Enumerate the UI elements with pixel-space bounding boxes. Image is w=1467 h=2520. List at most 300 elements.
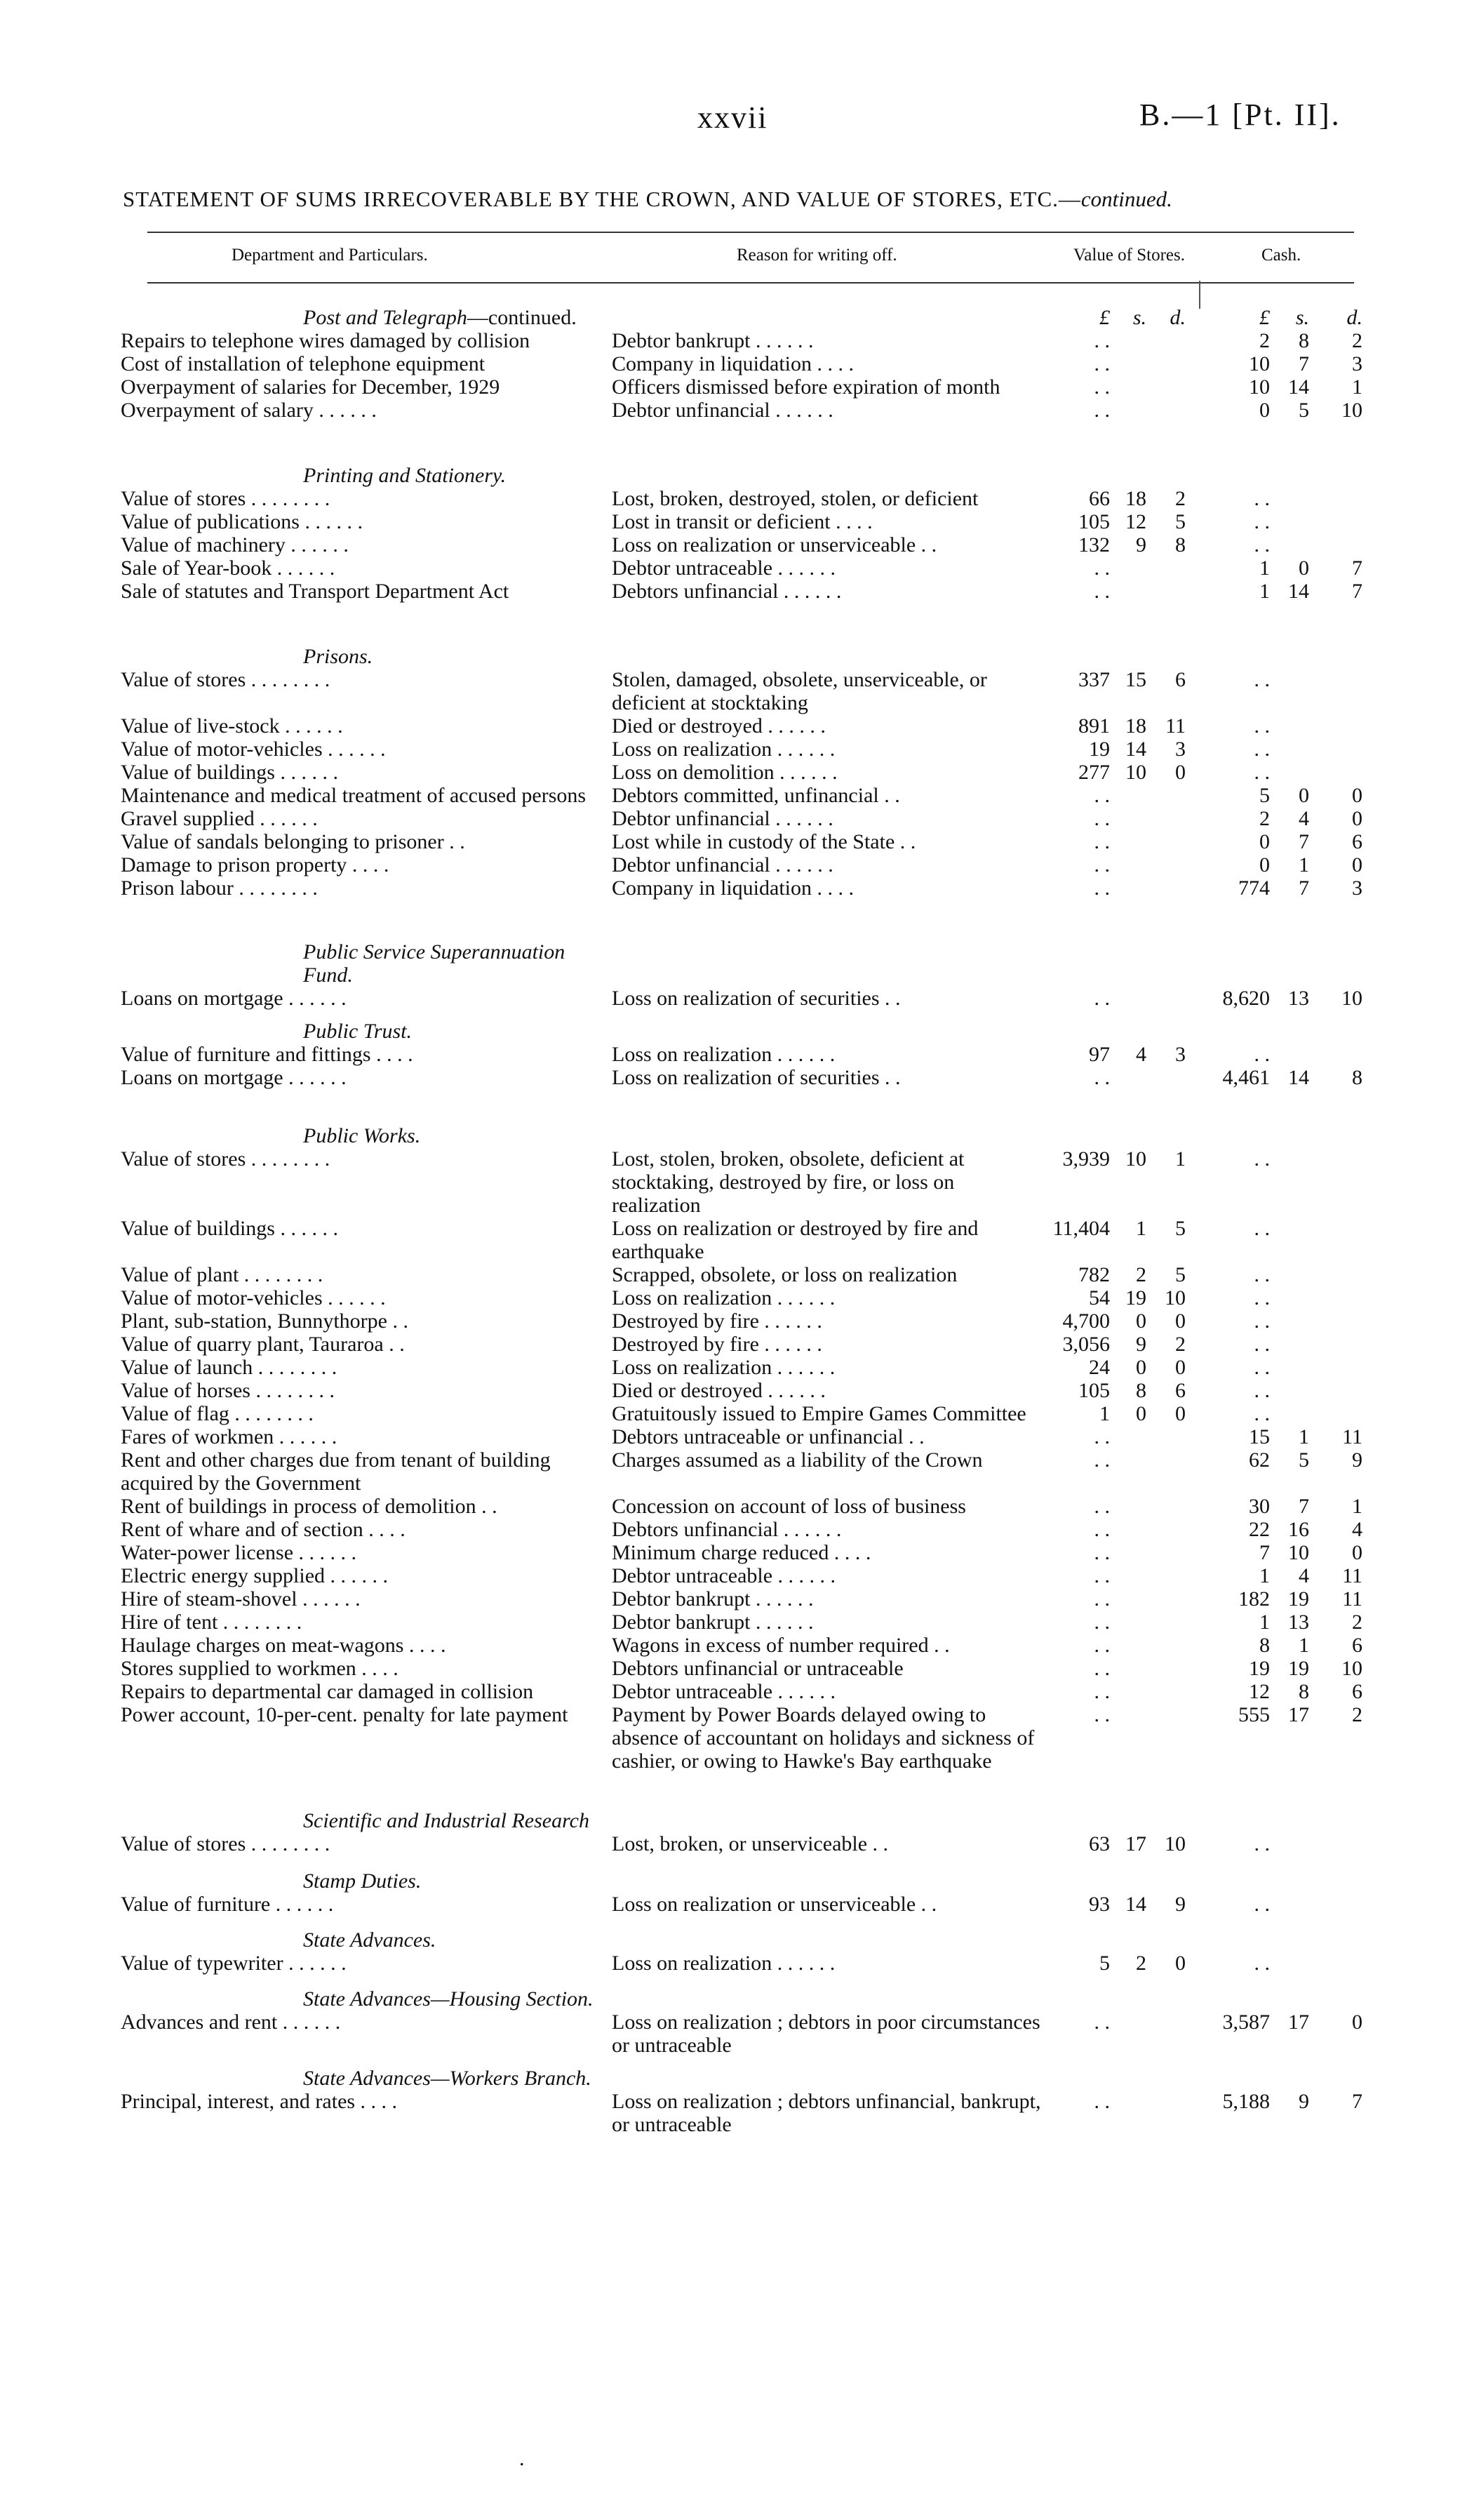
stores-pounds-cell: . . xyxy=(1094,580,1110,603)
reason-cell: Loss on realization . . . . . . xyxy=(612,1043,836,1066)
section-title: Stamp Duties. xyxy=(303,1869,422,1893)
stores-shillings-cell xyxy=(1110,1587,1146,1611)
stores-pence-cell xyxy=(1146,1634,1186,1657)
reason-cell: Charges assumed as a liability of the Crown xyxy=(612,1448,983,1472)
stores-pounds-cell: . . xyxy=(1094,784,1110,807)
stores-pence-cell xyxy=(1146,1703,1186,1773)
reason-cell: Loss on realization or unserviceable . . xyxy=(612,533,937,556)
footer-mark: . xyxy=(519,2447,525,2470)
table-row xyxy=(121,329,1362,352)
cash-shillings-cell: 14 xyxy=(1288,580,1309,603)
stores-pence-cell: 5 xyxy=(1175,1217,1186,1240)
stores-pounds-cell: 63 xyxy=(1089,1832,1110,1855)
cash-pounds-cell: 4,461 xyxy=(1222,1066,1270,1089)
heading-spacer xyxy=(1045,940,1362,987)
section-spacer xyxy=(121,1916,1362,1928)
stores-pence-cell: 2 xyxy=(1175,487,1186,510)
cash-pence-cell: 1 xyxy=(1352,375,1362,399)
cash-pounds-cell: 0 xyxy=(1259,853,1270,876)
table-row xyxy=(121,1634,1362,1657)
table-row xyxy=(121,853,1362,876)
stores-pence-cell xyxy=(1146,876,1186,900)
table-row xyxy=(121,668,1362,714)
cash-pounds-cell: . . xyxy=(1254,1356,1270,1379)
reason-cell: Debtor bankrupt . . . . . . xyxy=(612,329,814,352)
stores-shillings-cell xyxy=(1110,1448,1146,1495)
spacer-cell xyxy=(121,900,1362,940)
cash-pence-cell xyxy=(1309,1832,1362,1855)
table-row xyxy=(121,1425,1362,1448)
spacer-cell xyxy=(121,1089,1362,1124)
table-row xyxy=(121,399,1362,422)
stores-pounds-cell: . . xyxy=(1094,1703,1110,1726)
particulars-cell: Stores supplied to workmen . . . . xyxy=(121,1657,398,1680)
particulars-cell: Value of sandals belonging to prisoner . . xyxy=(121,830,465,853)
stores-pounds-cell: . . xyxy=(1094,1564,1110,1587)
stores-pence-cell xyxy=(1146,1680,1186,1703)
stores-shillings-cell: 0 xyxy=(1136,1309,1146,1333)
cash-shillings-cell xyxy=(1270,1356,1309,1379)
cash-pounds-cell: . . xyxy=(1254,1217,1270,1240)
stores-pence-cell: 11 xyxy=(1165,714,1186,738)
heading-spacer xyxy=(612,2067,1045,2090)
cash-pounds-cell: 19 xyxy=(1249,1657,1270,1680)
particulars-cell: Water-power license . . . . . . xyxy=(121,1541,357,1564)
table-row xyxy=(121,1703,1362,1773)
cash-shillings-cell: 8 xyxy=(1299,1680,1309,1703)
stores-pence-cell xyxy=(1146,1066,1186,1089)
heading-spacer xyxy=(612,1869,1045,1893)
stores-shillings-cell: 9 xyxy=(1136,1333,1146,1356)
section-title: State Advances—Workers Branch. xyxy=(303,2067,591,2090)
stores-shillings-cell: 4 xyxy=(1136,1043,1146,1066)
stores-pounds-cell: 3,056 xyxy=(1062,1333,1110,1356)
stores-pence-cell xyxy=(1146,1518,1186,1541)
stores-shillings-cell: 9 xyxy=(1136,533,1146,556)
cash-pence-cell xyxy=(1309,533,1362,556)
particulars-cell: Value of launch . . . . . . . . xyxy=(121,1356,337,1379)
table-row xyxy=(121,1147,1362,1217)
table-row xyxy=(121,1541,1362,1564)
cash-pounds-cell: . . xyxy=(1254,1952,1270,1975)
section-spacer xyxy=(121,900,1362,940)
stores-pounds-cell: 11,404 xyxy=(1052,1217,1110,1240)
particulars-cell: Hire of steam-shovel . . . . . . xyxy=(121,1587,361,1611)
cash-pounds-cell: . . xyxy=(1254,1286,1270,1309)
stores-pounds-cell: . . xyxy=(1094,1587,1110,1611)
stores-shillings-cell: 15 xyxy=(1125,668,1146,691)
cash-pounds-cell: 2 xyxy=(1259,329,1270,352)
stores-shillings-cell xyxy=(1110,375,1146,399)
stores-pence-cell: 10 xyxy=(1165,1832,1186,1855)
section-heading-row xyxy=(121,645,1362,668)
particulars-cell: Value of stores . . . . . . . . xyxy=(121,668,330,691)
particulars-cell: Overpayment of salary . . . . . . xyxy=(121,399,377,422)
particulars-cell: Value of flag . . . . . . . . xyxy=(121,1402,314,1425)
reason-cell: Scrapped, obsolete, or loss on realization xyxy=(612,1263,958,1286)
particulars-cell: Hire of tent . . . . . . . . xyxy=(121,1611,302,1634)
stores-shilling-label: s. xyxy=(1132,306,1146,329)
cash-shillings-cell xyxy=(1270,510,1309,533)
stores-pence-cell xyxy=(1146,375,1186,399)
stores-shillings-cell: 18 xyxy=(1125,487,1146,510)
cash-pence-cell xyxy=(1309,1952,1362,1975)
table-row xyxy=(121,1587,1362,1611)
heading-spacer xyxy=(612,940,1045,987)
stores-pence-cell: 0 xyxy=(1175,1952,1186,1975)
cash-pence-cell: 0 xyxy=(1352,1541,1362,1564)
cash-pounds-cell: 12 xyxy=(1249,1680,1270,1703)
heading-spacer xyxy=(612,1020,1045,1043)
stores-shillings-cell xyxy=(1110,580,1146,603)
table-row xyxy=(121,1832,1362,1855)
reason-cell: Debtors committed, unfinancial . . xyxy=(612,784,900,807)
cash-pounds-cell: . . xyxy=(1254,1263,1270,1286)
section-title: Public Works. xyxy=(303,1124,421,1147)
stores-pence-cell xyxy=(1146,1611,1186,1634)
cash-shillings-cell: 7 xyxy=(1299,352,1309,375)
reason-cell: Debtor unfinancial . . . . . . xyxy=(612,853,833,876)
reason-cell: Minimum charge reduced . . . . xyxy=(612,1541,871,1564)
reason-cell: Officers dismissed before expiration of month xyxy=(612,375,1000,399)
cash-shillings-cell: 14 xyxy=(1288,1066,1309,1089)
stores-shillings-cell: 14 xyxy=(1125,738,1146,761)
cash-pounds-cell: . . xyxy=(1254,668,1270,691)
heading-spacer xyxy=(612,1809,1045,1832)
heading-spacer xyxy=(612,645,1045,668)
header-rule-top xyxy=(147,232,1354,233)
cash-pounds-cell: 8,620 xyxy=(1222,987,1270,1010)
cash-shilling-label: s. xyxy=(1295,306,1309,329)
cash-pounds-cell: . . xyxy=(1254,510,1270,533)
cash-pounds-cell: . . xyxy=(1254,533,1270,556)
stores-pence-cell xyxy=(1146,1425,1186,1448)
table-row xyxy=(121,987,1362,1010)
stores-pence-cell: 9 xyxy=(1175,1893,1186,1916)
cash-pounds-cell: 8 xyxy=(1259,1634,1270,1657)
reason-cell: Company in liquidation . . . . xyxy=(612,876,854,900)
stores-shillings-cell: 12 xyxy=(1125,510,1146,533)
stores-pence-cell: 6 xyxy=(1175,1379,1186,1402)
section-title: Scientific and Industrial Research xyxy=(303,1809,589,1832)
stores-pounds-cell: . . xyxy=(1094,1518,1110,1541)
stores-pound-label: £ xyxy=(1099,306,1110,329)
cash-shillings-cell: 5 xyxy=(1299,399,1309,422)
heading-spacer xyxy=(612,306,1045,329)
section-spacer xyxy=(121,1010,1362,1020)
cash-pence-cell: 7 xyxy=(1352,2090,1362,2113)
section-heading-row xyxy=(121,1869,1362,1893)
cash-pence-cell xyxy=(1309,1402,1362,1425)
stores-pounds-cell: . . xyxy=(1094,1425,1110,1448)
table-row xyxy=(121,1356,1362,1379)
spacer-cell xyxy=(121,1975,1362,1987)
stores-shillings-cell xyxy=(1110,1564,1146,1587)
cash-pence-cell xyxy=(1309,1356,1362,1379)
particulars-cell: Value of typewriter . . . . . . xyxy=(121,1952,347,1975)
cash-shillings-cell xyxy=(1270,1147,1309,1217)
reason-cell: Debtor unfinancial . . . . . . xyxy=(612,399,833,422)
section-spacer xyxy=(121,2057,1362,2067)
stores-shillings-cell: 14 xyxy=(1125,1893,1146,1916)
stores-pounds-cell: . . xyxy=(1094,375,1110,399)
reason-cell: Loss on realization of securities . . xyxy=(612,1066,901,1089)
cash-pence-cell xyxy=(1309,1893,1362,1916)
table-row xyxy=(121,1066,1362,1089)
stores-pounds-cell: . . xyxy=(1094,807,1110,830)
particulars-cell: Plant, sub-station, Bunnythorpe . . xyxy=(121,1309,408,1333)
reason-cell: Loss on realization . . . . . . xyxy=(612,1356,836,1379)
table-row xyxy=(121,1495,1362,1518)
stores-pounds-cell: . . xyxy=(1094,987,1110,1010)
reason-cell: Debtors unfinancial . . . . . . xyxy=(612,580,842,603)
spacer-cell xyxy=(121,422,1362,464)
statement-body xyxy=(121,306,1362,2136)
stores-pounds-cell: . . xyxy=(1094,352,1110,375)
particulars-cell: Value of furniture and fittings . . . . xyxy=(121,1043,413,1066)
heading-spacer xyxy=(1045,1124,1362,1147)
table-row xyxy=(121,1333,1362,1356)
stores-shillings-cell xyxy=(1110,1611,1146,1634)
spacer-cell xyxy=(121,1010,1362,1020)
section-heading xyxy=(121,1020,612,1043)
cash-pence-cell: 8 xyxy=(1352,1066,1362,1089)
cash-shillings-cell: 10 xyxy=(1288,1541,1309,1564)
stores-shillings-cell xyxy=(1110,1634,1146,1657)
stores-pounds-cell: 54 xyxy=(1089,1286,1110,1309)
stores-shillings-cell: 10 xyxy=(1125,1147,1146,1171)
particulars-cell: Value of quarry plant, Tauraroa . . xyxy=(121,1333,405,1356)
particulars-cell: Value of motor-vehicles . . . . . . xyxy=(121,1286,386,1309)
table-row xyxy=(121,375,1362,399)
stores-pounds-cell: . . xyxy=(1094,399,1110,422)
stores-shillings-cell: 0 xyxy=(1136,1356,1146,1379)
section-spacer xyxy=(121,1773,1362,1809)
particulars-cell: Cost of installation of telephone equipment xyxy=(121,352,485,375)
cash-pence-cell: 2 xyxy=(1352,1611,1362,1634)
stores-pounds-cell: . . xyxy=(1094,1680,1110,1703)
stores-shillings-cell xyxy=(1110,1066,1146,1089)
table-row xyxy=(121,1263,1362,1286)
stores-pence-cell: 3 xyxy=(1175,738,1186,761)
stores-shillings-cell xyxy=(1110,876,1146,900)
particulars-cell: Rent of buildings in process of demolition . . xyxy=(121,1495,497,1518)
stores-pence-cell xyxy=(1146,1541,1186,1564)
particulars-cell: Repairs to telephone wires damaged by collision xyxy=(121,329,530,352)
stores-shillings-cell xyxy=(1110,1495,1146,1518)
cash-pounds-cell: . . xyxy=(1254,1147,1270,1171)
title-continued: continued. xyxy=(1080,187,1172,211)
cash-pounds-cell: 7 xyxy=(1259,1541,1270,1564)
table-row xyxy=(121,1402,1362,1425)
section-heading xyxy=(121,1987,612,2011)
stores-pence-cell: 10 xyxy=(1165,1286,1186,1309)
particulars-cell: Maintenance and medical treatment of accused persons xyxy=(121,784,587,807)
table-row xyxy=(121,510,1362,533)
reason-cell: Company in liquidation . . . . xyxy=(612,352,854,375)
cash-pounds-cell: 555 xyxy=(1238,1703,1270,1726)
stores-pounds-cell: . . xyxy=(1094,1611,1110,1634)
stores-pounds-cell: . . xyxy=(1094,1066,1110,1089)
stores-pence-cell xyxy=(1146,399,1186,422)
heading-spacer xyxy=(1045,2067,1362,2090)
cash-pound-label: £ xyxy=(1259,306,1270,329)
table-row xyxy=(121,1309,1362,1333)
header-rule-bottom xyxy=(147,282,1354,284)
stores-pence-cell xyxy=(1146,556,1186,580)
particulars-cell: Rent of whare and of section . . . . xyxy=(121,1518,406,1541)
table-row xyxy=(121,1893,1362,1916)
stores-shillings-cell xyxy=(1110,830,1146,853)
stores-pence-cell xyxy=(1146,1495,1186,1518)
reason-cell: Loss on realization ; debtors unfinancial, bankrupt, or untraceable xyxy=(612,2090,1041,2136)
table-row xyxy=(121,487,1362,510)
reason-cell: Loss on realization . . . . . . xyxy=(612,738,836,761)
reason-cell: Concession on account of loss of business xyxy=(612,1495,966,1518)
cash-shillings-cell: 13 xyxy=(1288,987,1309,1010)
section-heading xyxy=(121,1869,612,1893)
stores-shillings-cell: 10 xyxy=(1125,761,1146,784)
table-row xyxy=(121,2090,1362,2136)
table-row xyxy=(121,714,1362,738)
stores-shillings-cell xyxy=(1110,1518,1146,1541)
reason-cell: Lost, stolen, broken, obsolete, deficient at stocktaking, destroyed by fire, or loss on realization xyxy=(612,1147,965,1217)
cash-pounds-cell: 10 xyxy=(1249,352,1270,375)
section-spacer xyxy=(121,1089,1362,1124)
stores-shillings-cell xyxy=(1110,987,1146,1010)
title-text: STATEMENT OF SUMS IRRECOVERABLE BY THE CROWN, AND VALUE OF STORES, ETC.— xyxy=(123,187,1081,211)
stores-pounds-cell: . . xyxy=(1094,853,1110,876)
cash-pence-cell xyxy=(1309,1147,1362,1217)
section-spacer xyxy=(121,1975,1362,1987)
stores-pounds-cell: 3,939 xyxy=(1062,1147,1110,1171)
cash-pence-cell: 11 xyxy=(1342,1587,1362,1611)
particulars-cell: Value of publications . . . . . . xyxy=(121,510,363,533)
particulars-cell: Sale of statutes and Transport Department Act xyxy=(121,580,509,603)
spacer-cell xyxy=(121,1916,1362,1928)
cash-shillings-cell xyxy=(1270,1952,1309,1975)
particulars-cell: Loans on mortgage . . . . . . xyxy=(121,1066,347,1089)
stores-shillings-cell xyxy=(1110,784,1146,807)
heading-spacer xyxy=(612,1124,1045,1147)
stores-pence-cell: 5 xyxy=(1175,1263,1186,1286)
stores-pounds-cell: . . xyxy=(1094,1634,1110,1657)
table-row xyxy=(121,1448,1362,1495)
section-heading xyxy=(121,1124,612,1147)
cash-pounds-cell: 774 xyxy=(1238,876,1270,900)
stores-pounds-cell: . . xyxy=(1094,1657,1110,1680)
cash-pence-cell: 2 xyxy=(1352,329,1362,352)
reason-cell: Debtor untraceable . . . . . . xyxy=(612,556,836,580)
cash-pence-cell: 1 xyxy=(1352,1495,1362,1518)
page-number: xxvii xyxy=(697,100,768,135)
cash-pence-cell: 11 xyxy=(1342,1564,1362,1587)
cash-pence-cell: 4 xyxy=(1352,1518,1362,1541)
particulars-cell: Value of buildings . . . . . . xyxy=(121,761,338,784)
particulars-cell: Fares of workmen . . . . . . xyxy=(121,1425,337,1448)
cash-pounds-cell: . . xyxy=(1254,1832,1270,1855)
stores-pounds-cell: 19 xyxy=(1089,738,1110,761)
reason-cell: Loss on realization or destroyed by fire and earthquake xyxy=(612,1217,979,1263)
stores-pence-cell xyxy=(1146,2090,1186,2136)
stores-pence-cell xyxy=(1146,784,1186,807)
section-heading xyxy=(121,464,612,487)
section-heading xyxy=(121,306,612,329)
stores-pounds-cell: . . xyxy=(1094,1541,1110,1564)
reason-cell: Lost, broken, or unserviceable . . xyxy=(612,1832,889,1855)
section-heading xyxy=(121,1928,612,1952)
particulars-cell: Overpayment of salaries for December, 1929 xyxy=(121,375,500,399)
cash-pounds-cell: 22 xyxy=(1249,1518,1270,1541)
reason-cell: Debtor unfinancial . . . . . . xyxy=(612,807,833,830)
cash-shillings-cell xyxy=(1270,1286,1309,1309)
cash-pounds-cell: 2 xyxy=(1259,807,1270,830)
stores-shillings-cell xyxy=(1110,399,1146,422)
section-heading xyxy=(121,1809,612,1832)
stores-pounds-cell: . . xyxy=(1094,329,1110,352)
stores-pence-cell xyxy=(1146,580,1186,603)
section-title: Post and Telegraph xyxy=(303,306,467,329)
stores-shillings-cell xyxy=(1110,1657,1146,1680)
cash-pounds-cell: 10 xyxy=(1249,375,1270,399)
cash-pence-cell: 6 xyxy=(1352,1680,1362,1703)
cash-shillings-cell: 7 xyxy=(1299,876,1309,900)
cash-pounds-cell: . . xyxy=(1254,1893,1270,1916)
stores-pounds-cell: . . xyxy=(1094,2090,1110,2113)
cash-shillings-cell xyxy=(1270,1263,1309,1286)
cash-pence-cell xyxy=(1309,668,1362,714)
stores-pence-cell: 6 xyxy=(1175,668,1186,691)
cash-shillings-cell: 1 xyxy=(1299,1425,1309,1448)
cash-pence-cell: 7 xyxy=(1352,580,1362,603)
section-heading-row xyxy=(121,1987,1362,2011)
table-row xyxy=(121,1611,1362,1634)
reason-cell: Payment by Power Boards delayed owing to absence of accountant on holidays and sickness of cashier, or owing to Hawke's Bay earthquake xyxy=(612,1703,1035,1773)
table-row xyxy=(121,1952,1362,1975)
table-row xyxy=(121,1518,1362,1541)
cash-shillings-cell: 5 xyxy=(1299,1448,1309,1472)
spacer-cell xyxy=(121,603,1362,645)
section-title: Prisons. xyxy=(303,645,373,668)
section-spacer xyxy=(121,1855,1362,1869)
cash-pence-cell xyxy=(1309,738,1362,761)
reason-cell: Lost in transit or deficient . . . . xyxy=(612,510,873,533)
particulars-cell: Value of stores . . . . . . . . xyxy=(121,487,330,510)
cash-shillings-cell xyxy=(1270,1043,1309,1066)
cash-shillings-cell xyxy=(1270,1832,1309,1855)
particulars-cell: Principal, interest, and rates . . . . xyxy=(121,2090,398,2113)
cash-pence-cell: 0 xyxy=(1352,853,1362,876)
reason-cell: Wagons in excess of number required . . xyxy=(612,1634,950,1657)
cash-pence-cell: 6 xyxy=(1352,1634,1362,1657)
cash-shillings-cell: 7 xyxy=(1299,1495,1309,1518)
stores-pence-cell xyxy=(1146,1448,1186,1495)
table-row xyxy=(121,352,1362,375)
section-title: Public Service Superannuation Fund. xyxy=(303,940,565,987)
stores-pounds-cell: 66 xyxy=(1089,487,1110,510)
stores-pounds-cell: . . xyxy=(1094,830,1110,853)
stores-pounds-cell: 337 xyxy=(1078,668,1110,691)
reason-cell: Loss on realization . . . . . . xyxy=(612,1286,836,1309)
page-title xyxy=(123,187,1358,212)
cash-shillings-cell: 1 xyxy=(1299,853,1309,876)
section-heading-row xyxy=(121,1809,1362,1832)
cash-pence-cell: 10 xyxy=(1341,399,1362,422)
particulars-cell: Damage to prison property . . . . xyxy=(121,853,389,876)
cash-shillings-cell: 17 xyxy=(1288,2011,1309,2034)
heading-spacer xyxy=(1045,1928,1362,1952)
particulars-cell: Haulage charges on meat-wagons . . . . xyxy=(121,1634,446,1657)
